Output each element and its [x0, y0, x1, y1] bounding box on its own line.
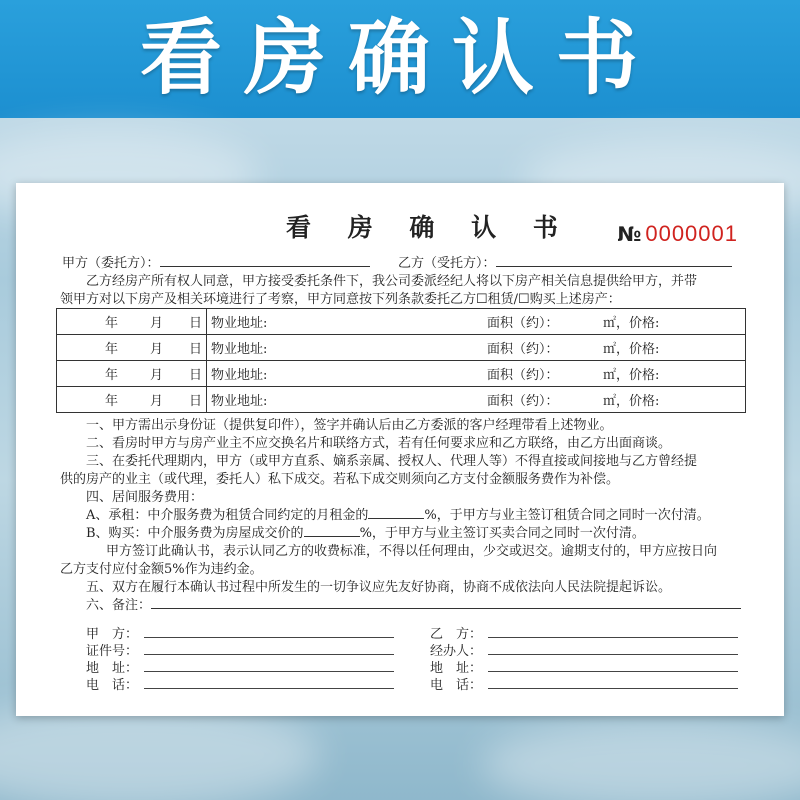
confirmation-form — [16, 183, 784, 716]
clause-4b-tail: %，于甲方与业主签订买卖合同之同时一次付清。 — [359, 526, 645, 541]
rent-fee-blank — [368, 507, 424, 519]
address-label: 物业地址: — [211, 368, 268, 383]
party-b-signature-line[interactable] — [488, 654, 738, 655]
property-info-cell[interactable] — [207, 361, 746, 387]
property-table — [56, 308, 746, 413]
clause-4a[interactable] — [86, 507, 710, 524]
clause-4: 四、居间服务费用： — [86, 490, 204, 505]
party-b-signature-label: 经办人： — [430, 644, 483, 659]
remarks-field[interactable] — [86, 597, 741, 614]
day-label: 日 — [188, 394, 202, 409]
party-a-signature-label: 甲 方： — [86, 627, 139, 642]
year-label: 年 — [104, 316, 118, 331]
purchase-fee-blank — [304, 525, 360, 537]
intro-line-1: 乙方经房产所有权人同意，甲方接受委托条件下，我公司委派经纪人将以下房产相关信息提供给甲方，并带 — [86, 274, 698, 289]
banner — [0, 0, 800, 118]
clause-4-note-line-2: 乙方支付应付金额5%作为违约金。 — [60, 562, 263, 577]
party-a-signature-label: 证件号： — [86, 644, 139, 659]
party-b-signature-label: 地 址： — [430, 661, 483, 676]
date-cell[interactable] — [57, 361, 207, 387]
clause-4b-text: B、购买：中介服务费为房屋成交价的 — [86, 526, 304, 541]
property-row — [57, 309, 746, 335]
date-cell[interactable] — [57, 387, 207, 413]
address-label: 物业地址: — [211, 316, 268, 331]
party-b-signature-label: 电 话： — [430, 678, 483, 693]
clause-4b[interactable] — [86, 525, 645, 542]
property-row — [57, 361, 746, 387]
month-label: 月 — [149, 316, 163, 331]
serial-number: 0000001 — [645, 221, 738, 246]
party-a-label: 甲方（委托方）： — [62, 256, 160, 271]
clause-3-line-1: 三、在委托代理期内，甲方（或甲方直系、嫡系亲属、授权人、代理人等）不得直接或间接地与乙方曾经提 — [86, 454, 698, 469]
party-a-signature-line[interactable] — [144, 637, 394, 638]
party-a-field[interactable] — [62, 255, 370, 272]
year-label: 年 — [104, 368, 118, 383]
property-info-cell[interactable] — [207, 309, 746, 335]
party-b-signature-line[interactable] — [488, 637, 738, 638]
area-label: 面积（约）： — [487, 394, 559, 409]
remarks-line — [151, 597, 741, 609]
clause-4a-tail: %，于甲方与业主签订租赁合同之同时一次付清。 — [424, 508, 710, 523]
banner-title: 看房确认书 — [139, 11, 660, 106]
area-label: 面积（约）： — [487, 316, 559, 331]
address-label: 物业地址: — [211, 342, 268, 357]
background-cloud — [480, 720, 800, 800]
numero-symbol: № — [617, 222, 642, 246]
day-label: 日 — [188, 316, 202, 331]
property-row — [57, 335, 746, 361]
month-label: 月 — [149, 394, 163, 409]
party-b-signature-line[interactable] — [488, 688, 738, 689]
intro-line-2: 领甲方对以下房产及相关环境进行了考察，甲方同意按下列条款委托乙方☐租赁/☐购买上述房产： — [60, 292, 621, 307]
party-a-signature-label: 电 话： — [86, 678, 139, 693]
price-label: ㎡，价格: — [603, 394, 660, 409]
party-b-signature-line[interactable] — [488, 671, 738, 672]
clause-3-line-2: 供的房产的业主（或代理，委托人）私下成交。若私下成交则须向乙方支付金额服务费作为补偿。 — [60, 472, 620, 487]
clause-1: 一、甲方需出示身份证（提供复印件），签字并确认后由乙方委派的客户经理带看上述物业。 — [86, 418, 613, 433]
party-a-signature-line[interactable] — [144, 654, 394, 655]
remarks-label: 六、备注： — [86, 598, 152, 613]
day-label: 日 — [188, 368, 202, 383]
year-label: 年 — [104, 394, 118, 409]
day-label: 日 — [188, 342, 202, 357]
property-row — [57, 387, 746, 413]
property-info-cell[interactable] — [207, 335, 746, 361]
clause-2: 二、看房时甲方与房产业主不应交换名片和联络方式，若有任何要求应和乙方联络，由乙方出面商谈。 — [86, 436, 672, 451]
party-b-line — [496, 255, 732, 267]
address-label: 物业地址: — [211, 394, 268, 409]
price-label: ㎡，价格: — [603, 316, 660, 331]
date-cell[interactable] — [57, 335, 207, 361]
property-info-cell[interactable] — [207, 387, 746, 413]
month-label: 月 — [149, 368, 163, 383]
date-cell[interactable] — [57, 309, 207, 335]
area-label: 面积（约）： — [487, 342, 559, 357]
party-b-field[interactable] — [398, 255, 732, 272]
party-a-signature-line[interactable] — [144, 671, 394, 672]
clause-5: 五、双方在履行本确认书过程中所发生的一切争议应先友好协商，协商不成依法向人民法院提起诉讼。 — [86, 580, 672, 595]
clause-4a-text: A、承租：中介服务费为租赁合同约定的月租金的 — [86, 508, 369, 523]
price-label: ㎡，价格: — [603, 368, 660, 383]
party-b-signature-label: 乙 方： — [430, 627, 483, 642]
document-title: 看 房 确 认 书 — [286, 213, 572, 242]
party-b-label: 乙方（受托方）： — [398, 256, 496, 271]
year-label: 年 — [104, 342, 118, 357]
price-label: ㎡，价格: — [603, 342, 660, 357]
party-a-line — [160, 255, 370, 267]
month-label: 月 — [149, 342, 163, 357]
clause-4-note-line-1: 甲方签订此确认书，表示认同乙方的收费标准，不得以任何理由，少交或迟交。逾期支付的，甲方应按日向 — [106, 544, 718, 559]
area-label: 面积（约）： — [487, 368, 559, 383]
party-a-signature-line[interactable] — [144, 688, 394, 689]
party-a-signature-label: 地 址： — [86, 661, 139, 676]
serial-number-block — [617, 221, 738, 247]
